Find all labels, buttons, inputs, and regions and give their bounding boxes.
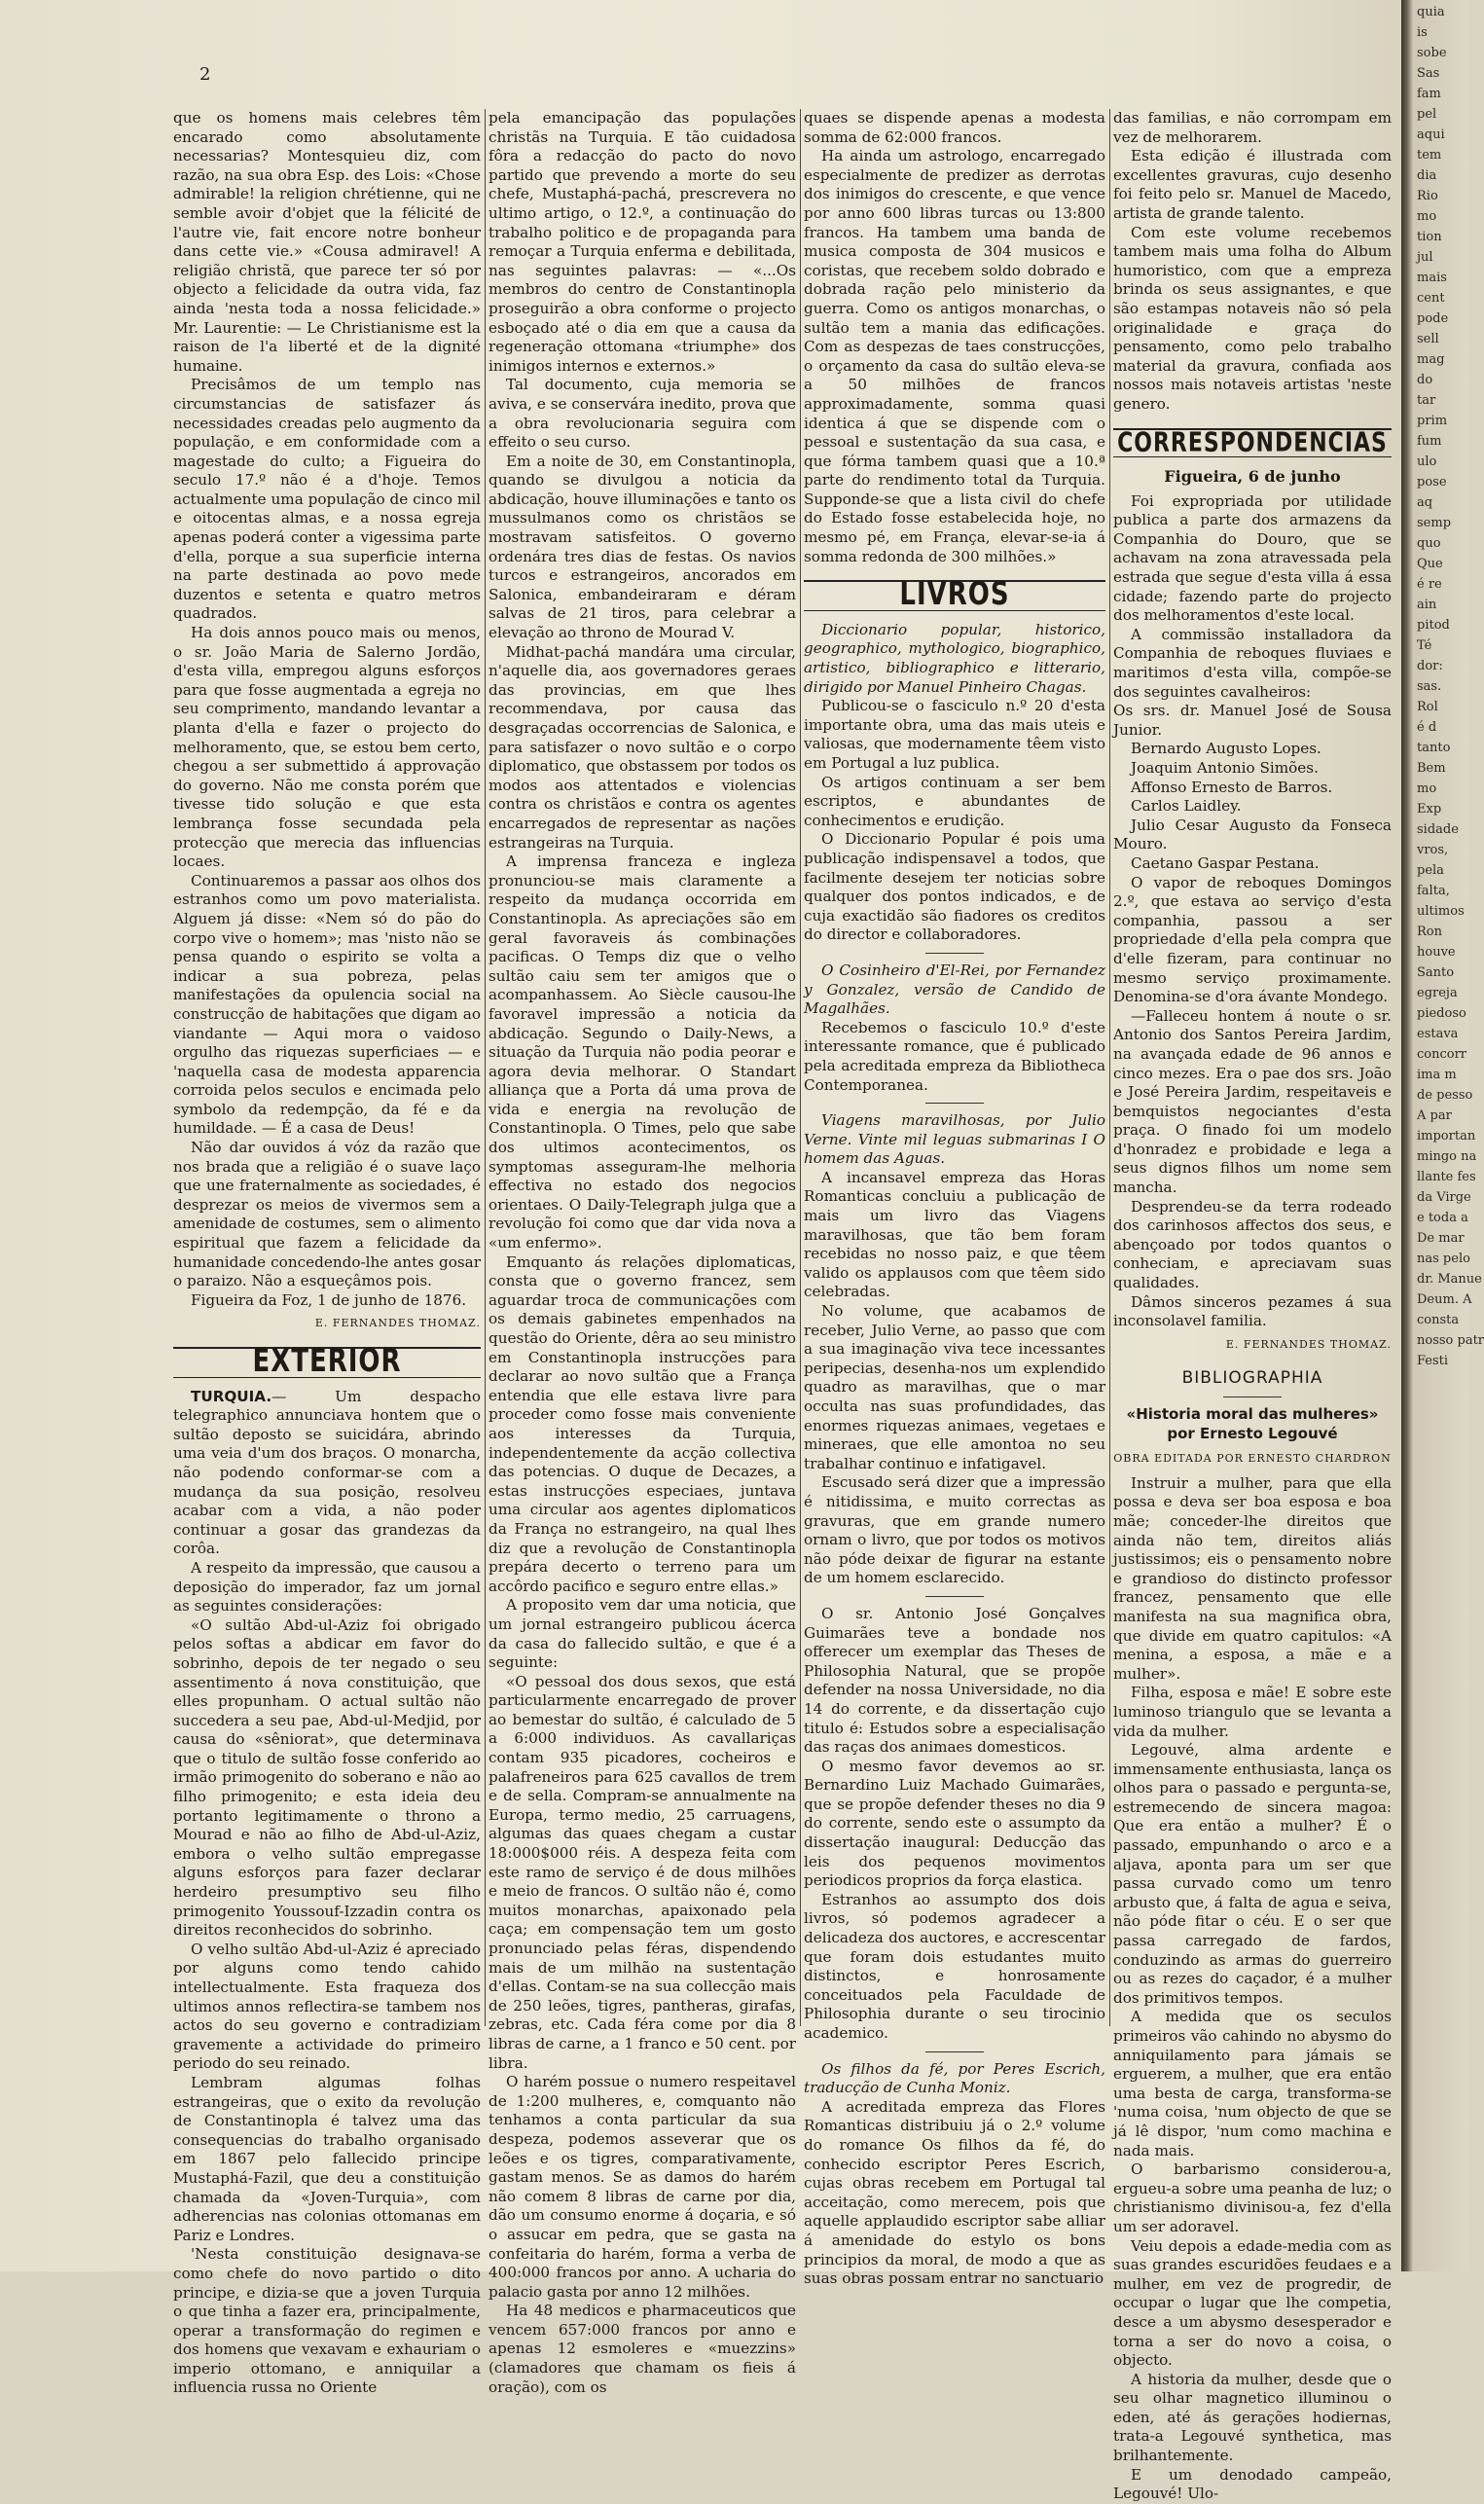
- article-paragraph: O sr. Antonio José Gonçalves Guimarães teve a bondade nos offerecer um exemplar das Theses de Philosophia Natural, que se propõe defender na nossa Universidade, no dia 14 do corrente, e da dissertação cujo titulo é: Estudos sobre a especialisação das raças dos animaes domesticos.: [804, 1604, 1105, 1757]
- signature: E. FERNANDES THOMAZ.: [314, 1317, 481, 1330]
- next-page-fragment: quo: [1417, 536, 1441, 551]
- article-paragraph: Continuaremos a passar aos olhos dos estranhos como um povo materialista. Alguem já disse: «Nem só do pão do corpo vive o homem»; mas 'nisto não se pensa quando o espirito se volta a indicar a sua pobreza, pelas manifestações da opulencia social na construcção de habitações que digam ao viandante — Aqui mora o vaidoso orgulho das riquezas superficiaes — e 'naquella casa de modesta apparencia corroida pelos seculos e encimada pelo symbolo da redempção, da fé e da humildade. — É a casa de Deus!: [173, 871, 481, 1138]
- next-page-fragment: A par: [1417, 1108, 1452, 1123]
- next-page-fragment: tanto: [1417, 741, 1451, 755]
- next-page-fragment: e toda a: [1417, 1211, 1468, 1225]
- member-line: Bernardo Augusto Lopes.: [1131, 740, 1321, 758]
- page-number: 2: [199, 64, 211, 85]
- next-page-fragment: mingo na: [1417, 1149, 1477, 1164]
- next-page-fragment: dr. Manue: [1417, 1272, 1482, 1287]
- next-page-fragment: pose: [1417, 475, 1447, 490]
- next-page-fragment: consta: [1417, 1313, 1460, 1327]
- next-page-fragment: ulo: [1417, 454, 1437, 469]
- article-paragraph: A imprensa franceza e ingleza pronunciou-se mais claramente a respeito da mudança occorrida em Constantinopla. As apreciações são em geral favoraveis ás combinações pacificas. O Temps diz que o velho sultão caiu sem ter amigos que o acompanhassem. Ao Siècle causou-lhe favoravel impressão a noticia da abdicação. Segundo o Daily-News, a situação da Turquia não podia peorar e agora devia melhorar. O Standart alliança que a Porta dá uma prova de vida e energia na revolução de Constantinopla. O Times, pelo que sabe dos ultimos acontecimentos, os symptomas asseguram-lhe melhoria effectiva no estado dos negocios orientaes. O Daily-Telegraph julga que a revolução foi como que dar vida nova a «um enfermo».: [489, 853, 796, 1252]
- book-title: Viagens maravilhosas, por Julio Verne. Vinte mil leguas submarinas I O homem das Aguas.: [804, 1111, 1105, 1168]
- next-page-edge: [1401, 0, 1484, 2271]
- next-page-fragment: dor:: [1417, 659, 1443, 673]
- article-paragraph: 'Nesta constituição designava-se como chefe do novo partido o dito principe, e dizia-se que a joven Turquia o que tinha a fazer era, principalmente, operar a transformação do regimen e dos homens que vexavam e exhauriam o imperio ottomano, e anniquilar a influencia russa no Oriente: [173, 2245, 481, 2397]
- next-page-fragment: mo: [1417, 209, 1437, 224]
- article-paragraph: O barbarismo considerou-a, ergueu-a sobre uma peanha de luz; o christianismo divinisou-a, fez d'ella um ser adoravel.: [1113, 2160, 1392, 2235]
- article-paragraph: Não dar ouvidos á vóz da razão que nos brada que a religião é o suave laço que une fraternalmente as sociedades, é desprezar os meios de vivermos sem a amenidade de costumes, sem o alimento espiritual que fazem a felicidade da humanidade concedendo-lhe antes gosar o paraizo. Não a esqueçâmos pois.: [173, 1139, 481, 1290]
- article-paragraph: A incansavel empreza das Horas Romanticas concluiu a publicação de mais um livro das Viagens maravilhosas, que tão bem foram recebidas no nosso paiz, e que têem valido os applausos com que têem sido celebradas.: [804, 1168, 1105, 1301]
- column-2: [489, 109, 796, 2396]
- next-page-fragment: is: [1417, 25, 1428, 40]
- article-paragraph: «O pessoal dos dous sexos, que está particularmente encarregado de prover ao bemestar do sultão, é calculado de 5 a 6:000 individuos. As cavallariças contam 935 picadores, cocheiros e palafreneiros para 625 cavallos de trem e de sella. Compram-se annualmente na Europa, termo medio, 25 carruagens, algumas das quaes chegam a custar 18:000$000 réis. A despeza feita com este ramo de serviço é de dous milhões e meio de francos. O sultão não é, como muitos monarchas, apaixonado pela caça; em compensação tem um gosto pronunciado pelas féras, dispendendo mais de um milhão na sustentação d'ellas. Contam-se na sua collecção mais de 250 leões, tigres, pantheras, girafas, zebras, etc. Cada féra come por dia 8 libras de carne, a 1 franco e 50 cent. por libra.: [489, 1672, 796, 2072]
- article-paragraph: —Falleceu hontem á noute o sr. Antonio dos Santos Pereira Jardim, na avançada edade de 96 annos e cinco mezes. Era o pae dos srs. João e José Pereira Jardim, respeitaveis e bemquistos negociantes d'esta praça. O finado foi um modelo d'honradez e probidade e lega a seus dignos filhos um nome sem mancha.: [1113, 1006, 1392, 1197]
- article-paragraph: A proposito vem dar uma noticia, que um jornal estrangeiro publicou ácerca da casa do fallecido sultão, e que é a seguinte:: [489, 1596, 796, 1672]
- next-page-fragment: Ron: [1417, 925, 1442, 939]
- member-line: Affonso Ernesto de Barros.: [1131, 778, 1333, 796]
- book-heading: «Historia moral das mulheres» por Ernesto Legouvé: [1126, 1405, 1379, 1442]
- member-line: Caetano Gaspar Pestana.: [1131, 853, 1320, 872]
- article-paragraph: O vapor de reboques Domingos 2.º, que estava ao serviço d'esta companhia, passou a ser propriedade d'ella pela compra que d'elle fizeram, para continuar no mesmo serviço proximamente. Denomina-se d'ora ávante Mondego.: [1113, 873, 1392, 1006]
- article-paragraph: Os artigos continuam a ser bem escriptos, e abundantes de conhecimentos e erudição.: [804, 773, 1105, 829]
- signature: E. FERNANDES THOMAZ.: [1225, 1337, 1392, 1351]
- next-page-fragment: falta,: [1417, 884, 1450, 898]
- next-page-fragment: pode: [1417, 311, 1449, 326]
- article-paragraph: Instruir a mulher, para que ella possa e deva ser boa esposa e boa mãe; conceder-lhe direitos que ainda não tem, direitos aliás justissimos; eis o pensamento nobre e grandioso do distincto professor francez, pensamento que elle manifesta na sua magnifica obra, que divide em quatro capitulos: «A menina, a esposa, a mãe e a mulher».: [1113, 1473, 1392, 1683]
- next-page-fragment: Rio: [1417, 189, 1438, 203]
- article-paragraph: O harém possue o numero respeitavel de 1:200 mulheres, e, comquanto não tenhamos a conta particular da sua despeza, podemos asseverar que os leões e os tigres, comparativamente, gastam menos. Se as damos do harém não comem 8 libras de carne por dia, dão um consumo enorme á doçaria, e só o assucar em pedra, que se gasta na confeitaria do harém, forma a verba de 400:000 francos por anno. A ucharia do palacio gasta por anno 12 milhões.: [489, 2073, 796, 2301]
- next-page-fragment: vros,: [1417, 843, 1449, 857]
- article-paragraph: Lembram algumas folhas estrangeiras, que o exito da revolução de Constantinopla é talvez uma das consequencias do trabalho organisado em 1867 pelo fallecido principe Mustaphá-Fazil, que deu a constituição chamada da «Joven-Turquia», com adherencias nas colonias ottomanas em Pariz e Londres.: [173, 2073, 481, 2244]
- article-paragraph: Filha, esposa e mãe! E sobre este luminoso triangulo que se levanta a vida da mulher.: [1113, 1684, 1392, 1740]
- article-paragraph: O Diccionario Popular é pois uma publicação indispensavel a todos, que facilmente desejem ter noticias sobre qualquer dos pontos indicados, e de cuja exactidão são fiadores os creditos do director e collaboradores.: [804, 830, 1105, 944]
- article-paragraph: Ha dois annos pouco mais ou menos, o sr. João Maria de Salerno Jordão, d'esta villa, empregou alguns esforços para que fosse augmentada a egreja no seu comprimento, mandando levantar a planta d'ella e fazer o projecto do melhoramento, que, se estou bem certo, chegou a ser submettido á approvação do governo. Não me consta porém que tivesse tido solução e que esta lembrança fosse secundada pela protecção que merecia das influencias locaes.: [173, 624, 481, 871]
- separator: [925, 1596, 984, 1597]
- next-page-fragment: aq: [1417, 495, 1433, 510]
- next-page-fragment: quia: [1417, 5, 1445, 19]
- next-page-fragment: é re: [1417, 577, 1442, 592]
- next-page-fragment: concorr: [1417, 1047, 1467, 1062]
- book-title: O Cosinheiro d'El-Rei, por Fernandez y Gonzalez, versão de Candido de Magalhães.: [804, 961, 1105, 1018]
- next-page-fragment: jul: [1417, 250, 1433, 265]
- article-paragraph: Estranhos ao assumpto dos dois livros, só podemos agradecer a delicadeza dos auctores, e accrescentar que foram dois estudantes muito distinctos, e honrosamente conceituados pela Faculdade de Philosophia durante o seu tirocinio academico.: [804, 1890, 1105, 2042]
- next-page-fragment: pela: [1417, 863, 1444, 878]
- section-header-livros: [804, 576, 1105, 613]
- article-paragraph: Ha ainda um astrologo, encarregado especialmente de predizer as derrotas dos inimigos do crescente, e que vence por anno 600 libras turcas ou 13:800 francos. Ha tambem uma banda de musica composta de 304 musicos e coristas, que recebem soldo dobrado e dobrada ração pelo ministerio da guerra. Como os antigos monarchas, o sultão tem a mania das edificações. Com as despezas de taes construcções, o orçamento da casa do sultão eleva-se a 50 milhões de francos approximadamente, somma quasi identica á que se dispende com o pessoal e sustentação da sua casa, e que fórma tambem quasi que a 10.ª parte do rendimento total da Turquia. Supponde-se que a lista civil do chefe do Estado fosse estabelecida hoje, no mesmo pé, em França, elevar-se-ia á somma redonda de 300 milhões.»: [804, 147, 1105, 565]
- next-page-fragment: mag: [1417, 352, 1445, 367]
- section-title: LIVROS: [899, 576, 1010, 613]
- next-page-fragment: cent: [1417, 291, 1445, 306]
- column-rule: [800, 109, 801, 2026]
- article-paragraph: Emquanto ás relações diplomaticas, consta que o governo francez, sem aguardar troca de communicações com os demais gabinetes empenhados na questão do Oriente, dêra ao seu ministro em Constantinopla instrucções para declarar ao novo sultão que a França entendia que elle estava livre para proceder como fosse mais conveniente aos interesses da Turquia, independentemente da acção collectiva das potencias. O duque de Decazes, a estas instrucções especiaes, juntava uma circular aos agentes diplomaticos da França no estrangeiro, na qual lhes diz que a revolução de Constantinopla prepára decerto o terreno para um accôrdo pacifico e seguro entre ellas.»: [489, 1252, 796, 1595]
- column-rule: [485, 109, 486, 2026]
- article-paragraph: Tal documento, cuja memoria se aviva, e se conservára inedito, prova que a obra revolucionaria seguira com effeito o seu curso.: [489, 376, 796, 452]
- book-title: Os filhos da fé, por Peres Escrich, traducção de Cunha Moniz.: [804, 2059, 1105, 2097]
- article-paragraph: O velho sultão Abd-ul-Aziz é apreciado por alguns como tendo cahido intellectualmente. Esta fraqueza dos ultimos annos reflectira-se tambem nos actos do seu governo e contradiziam gravemente a actividade do primeiro periodo do seu reinado.: [173, 1940, 481, 2073]
- next-page-fragment: é d: [1417, 720, 1437, 735]
- next-page-fragment: tion: [1417, 230, 1442, 244]
- section-header-exterior: [173, 1343, 481, 1380]
- article-paragraph: Veiu depois a edade-media com as suas grandes escuridões feudaes e a mulher, em vez de progredir, de occupar o lugar que lhe competia, desce a um abysmo desesperador e torna a ser do novo a coisa, o objecto.: [1113, 2236, 1392, 2370]
- next-page-fragment: sas.: [1417, 679, 1442, 694]
- separator: [925, 953, 984, 954]
- article-paragraph: A historia da mulher, desde que o seu olhar magnetico illuminou o eden, até ás gerações hodiernas, trata-a Legouvé synthetica, mas brilhantemente.: [1113, 2370, 1392, 2465]
- next-page-fragment: houve: [1417, 945, 1456, 960]
- next-page-fragment: Deum. A: [1417, 1292, 1472, 1307]
- article-paragraph: O mesmo favor devemos ao sr. Bernardino Luiz Machado Guimarães, que se propõe defender theses no dia 9 do corrente, sendo este o assumpto da dissertação inaugural: Deducção das leis dos pequenos movimentos periodicos proprios da força elastica.: [804, 1757, 1105, 1890]
- next-page-fragment: semp: [1417, 516, 1452, 530]
- next-page-fragment: importan: [1417, 1129, 1476, 1143]
- separator: [925, 2051, 984, 2052]
- next-page-fragment: llante fes: [1417, 1170, 1476, 1184]
- member-line: Joaquim Antonio Simões.: [1131, 759, 1319, 777]
- article-paragraph: Publicou-se o fasciculo n.º 20 d'esta importante obra, uma das mais uteis e valiosas, que modernamente têem visto em Portugal a luz publica.: [804, 697, 1105, 772]
- next-page-fragment: fam: [1417, 87, 1441, 101]
- column-1: [173, 109, 481, 2397]
- next-page-fragment: Sas: [1417, 66, 1440, 81]
- next-page-fragment: dia: [1417, 168, 1437, 183]
- next-page-fragment: tem: [1417, 148, 1442, 163]
- next-page-fragment: estava: [1417, 1027, 1459, 1041]
- bibliography-header: BIBLIOGRAPHIA: [1181, 1368, 1323, 1389]
- article-paragraph: Foi expropriada por utilidade publica a parte dos armazens da Companhia do Douro, que se achavam na zona atravessada pela estrada que segue d'esta villa á essa cidade; fazendo parte do projecto dos melhoramentos d'este local.: [1113, 491, 1392, 625]
- article-paragraph: A commissão installadora da Companhia de reboques fluviaes e maritimos d'esta villa, compõe-se dos seguintes cavalheiros:: [1113, 625, 1392, 701]
- article-paragraph: Com este volume recebemos tambem mais uma folha do Album humoristico, com que a empreza brinda os seus assignantes, e que são estampas notaveis não só pela originalidade e graça do pensamento, como pelo trabalho material da gravura, confiada aos nossos mais notaveis artistas 'neste genero.: [1113, 223, 1392, 413]
- next-page-fragment: egreja: [1417, 986, 1458, 1000]
- article-paragraph: Recebemos o fasciculo 10.º d'este interessante romance, que é publicado pela acreditada empreza da Bibliotheca Contemporanea.: [804, 1018, 1105, 1094]
- article-paragraph: Precisâmos de um templo nas circumstancias de satisfazer ás necessidades creadas pelo augmento da população, e em conformidade com a magestade do culto; a Figueira do seculo 17.º não é a d'hoje. Temos actualmente uma população de cinco mil e oitocentas almas, e a nossa egreja apenas poderá conter a vigessima parte d'ella, porque a sua superficie interna na parte destinada ao povo mede duzentos e setenta e quatro metros quadrados.: [173, 376, 481, 623]
- article-paragraph: Legouvé, alma ardente e immensamente enthusiasta, lança os olhos para o passado e pergunta-se, estremecendo de sincera magoa: Que era então a mulher? É o passado, empunhando o arco e a aljava, aponta para um ser que passa curvado como um tenro arbusto que, á falta de agua e seiva, não póde fitar o céu. E o ser que passa carregado de fardos, conduzindo as armas do guerreiro ou as rezes do caçador, é a mulher dos primitivos tempos.: [1113, 1741, 1392, 2007]
- next-page-fragment: sidade: [1417, 822, 1459, 837]
- next-page-fragment: prim: [1417, 414, 1448, 428]
- member-line: Os srs. dr. Manuel José de Sousa Junior.: [1113, 702, 1392, 739]
- article-paragraph: Ha 48 medicos e pharmaceuticos que vencem 657:000 francos por anno e apenas 12 esmoleres e «muezzins» (clamadores que chamam os fieis á oração), com os: [489, 2302, 796, 2396]
- next-page-fragment: aqui: [1417, 127, 1445, 142]
- next-page-fragment: ultimos: [1417, 904, 1465, 919]
- next-page-fragment: Santo: [1417, 965, 1455, 980]
- next-page-fragment: Exp: [1417, 802, 1442, 817]
- article-text: — Um despacho telegraphico annunciava hontem que o sultão deposto se suicidára, abrindo uma veia d'um dos braços. O monarcha, não podendo conformar-se com a mudança da sua posição, resolveu acabar com a vida, a não poder continuar a gosar das grandezas da corôa.: [173, 1387, 481, 1558]
- next-page-fragment: Que: [1417, 557, 1443, 571]
- next-page-fragment: nosso patr: [1417, 1333, 1484, 1348]
- article-paragraph: que os homens mais celebres têm encarado como absolutamente necessarias? Montesquieu diz, com razão, na sua obra Esp. des Lois: «Chose admirable! la religion chrétienne, qui ne semble avoir d'objet que la félicité de l'autre vie, fait encore notre bonheur dans cette vie.» «Cousa admiravel! A religião christã, que parece ter só por objecto a felicidade da outra vida, faz ainda 'nesta toda a nossa felicidade.» Mr. Laurentie: — Le Christianisme est la raison de l'a liberté et de la dignité humaine.: [173, 109, 481, 375]
- place-date: Figueira da Foz, 1 de junho de 1876.: [191, 1290, 467, 1309]
- next-page-fragment: fum: [1417, 434, 1442, 449]
- next-page-fragment: Rol: [1417, 700, 1438, 714]
- next-page-fragment: nas pelo: [1417, 1252, 1470, 1266]
- next-page-fragment: Té: [1417, 638, 1432, 653]
- next-page-fragment: mo: [1417, 781, 1437, 796]
- next-page-fragment: Festi: [1417, 1354, 1449, 1368]
- member-line: Julio Cesar Augusto da Fonseca Mouro.: [1113, 816, 1392, 853]
- next-page-fragment: mais: [1417, 271, 1447, 285]
- next-page-fragment: do: [1417, 373, 1433, 387]
- next-page-fragment: pitod: [1417, 618, 1450, 633]
- column-3: [804, 109, 1105, 2288]
- next-page-fragment: sobe: [1417, 46, 1447, 60]
- next-page-fragment: ain: [1417, 598, 1437, 612]
- article-paragraph: E um denodado campeão, Legouvé! Ulo-: [1113, 2465, 1392, 2503]
- article-paragraph: Dâmos sinceros pezames á sua inconsolavel familia.: [1113, 1292, 1392, 1330]
- article-lead: TURQUIA.: [191, 1387, 272, 1405]
- article-paragraph: No volume, que acabamos de receber, Julio Verne, ao passo que com a sua imaginação viva tece incessantes peripecias, desenha-nos um explendido quadro as maravilhas, que o mar occulta nas suas profundidades, das enormes riquezas animaes, vegetaes e mineraes, que elle amontoa no seu trabalhar continuo e infatigavel.: [804, 1302, 1105, 1472]
- column-4: [1113, 109, 1392, 2503]
- next-page-fragment: piedoso: [1417, 1006, 1466, 1021]
- next-page-fragment: de pesso: [1417, 1088, 1473, 1103]
- book-title: Diccionario popular, historico, geographico, mythologico, biographico, artistico, bibliographico e litterario, dirigido por Manuel Pinheiro Chagas.: [804, 620, 1105, 696]
- article-paragraph: Escusado será dizer que a impressão é nitidissima, e muito correctas as gravuras, que em grande numero ornam o livro, que por todos os motivos não póde deixar de figurar na estante de um homem esclarecido.: [804, 1473, 1105, 1587]
- article-paragraph: Em a noite de 30, em Constantinopla, quando se divulgou a noticia da abdicação, houve illuminações e tanto os mussulmanos como os christãos se mostravam satisfeitos. O governo ordenára tres dias de festas. Os navios turcos e estrangeiros, ancorados em Salonica, embandeiraram e déram salvas de 21 tiros, para celebrar a elevação ao throno de Mourad V.: [489, 452, 796, 642]
- next-page-fragment: De mar: [1417, 1231, 1465, 1246]
- section-header-correspondencias: [1113, 428, 1392, 458]
- next-page-fragment: tar: [1417, 393, 1436, 408]
- dateline: Figueira, 6 de junho: [1164, 467, 1341, 487]
- article-paragraph: quaes se dispende apenas a modesta somma de 62:000 francos.: [804, 109, 1105, 146]
- next-page-fragment: Bem: [1417, 761, 1446, 776]
- article-paragraph: Midhat-pachá mandára uma circular, n'aquelle dia, aos governadores geraes das provincias, em que lhes recommendava, por causa das desgraçadas occorrencias de Salonica, e para satisfazer o novo sultão e o corpo diplomatico, que obstassem por todos os modos aos attentados e violencias contra os christãos e contra os agentes encarregados de representar as nações estrangeiras na Turquia.: [489, 642, 796, 852]
- article-paragraph: «O sultão Abd-ul-Aziz foi obrigado pelos softas a abdicar em favor do sobrinho, depois de ter negado o seu assentimento á nova constituição, que elles propunham. O actual sultão não succedera a seu pae, Abd-ul-Medjid, por causa do «sêniorat», que determinava que o titulo de sultão fosse conferido ao irmão primogenito do soberano e não ao filho primogenito; e esta ideia deu portanto legitimamente o throno a Mourad e não ao filho de Abd-ul-Aziz, embora o velho sultão empregasse alguns esforços para fazer declarar herdeiro presumptivo seu filho primogenito Youssouf-Izzadin contra os direitos reconhecidos do sobrinho.: [173, 1615, 481, 1940]
- next-page-fragment: sell: [1417, 332, 1439, 346]
- next-page-fragment: pel: [1417, 107, 1437, 122]
- separator: [925, 1103, 984, 1104]
- section-title: EXTERIOR: [252, 1343, 402, 1380]
- article-paragraph: A respeito da impressão, que causou a deposição do imperador, faz um jornal as seguintes considerações:: [173, 1558, 481, 1615]
- article-paragraph: pela emancipação das populações christãs na Turquia. E tão cuidadosa fôra a redacção do pacto do novo partido que prevendo a morte do seu chefe, Mustaphá-pachá, prescrevera no ultimo artigo, o 12.º, a continuação do trabalho politico e de propaganda para remoçar a Turquia enferma e debilitada, nas seguintes palavras: — «...Os membros do centro de Constantinopla proseguirão a obra conforme o projecto esboçado até o dia em que a causa da regeneração ottomana «triumphe» dos inimigos internos e externos.»: [489, 109, 796, 375]
- article-paragraph: Desprendeu-se da terra rodeado dos carinhosos affectos dos seus, e abençoado por todos quantos o conheciam, e apreciavam suas qualidades.: [1113, 1197, 1392, 1292]
- article-paragraph: Esta edição é illustrada com excellentes gravuras, cujo desenho foi feito pelo sr. Manuel de Macedo, artista de grande talento.: [1113, 147, 1392, 222]
- column-rule: [1109, 109, 1110, 2026]
- next-page-fragment: da Virge: [1417, 1190, 1471, 1205]
- section-title: CORRESPONDENCIAS: [1117, 427, 1388, 458]
- article-paragraph: das familias, e não corrompam em vez de melhorarem.: [1113, 109, 1392, 146]
- member-line: Carlos Laidley.: [1131, 797, 1242, 816]
- article-paragraph: A medida que os seculos primeiros vão cahindo no abysmo do anniquilamento para jámais se erguerem, a mulher, que era então uma besta de carga, transforma-se 'numa coisa, 'num objecto de que se já lê dispor, 'num como machina e nada mais.: [1113, 2008, 1392, 2159]
- article-paragraph: A acreditada empreza das Flores Romanticas distribuiu já o 2.º volume do romance Os filhos da fé, do conhecido escriptor Peres Escrich, cujas obras recebem em Portugal tal acceitação, como merecem, pois que aquelle applaudido escriptor sabe alliar á amenidade do estylo os bons principios da moral, de modo a que as suas obras possam entrar no sanctuario: [804, 2097, 1105, 2288]
- next-page-fragment: ima m: [1417, 1068, 1457, 1082]
- edition-note: OBRA EDITADA POR ERNESTO CHARDRON: [1113, 1452, 1392, 1466]
